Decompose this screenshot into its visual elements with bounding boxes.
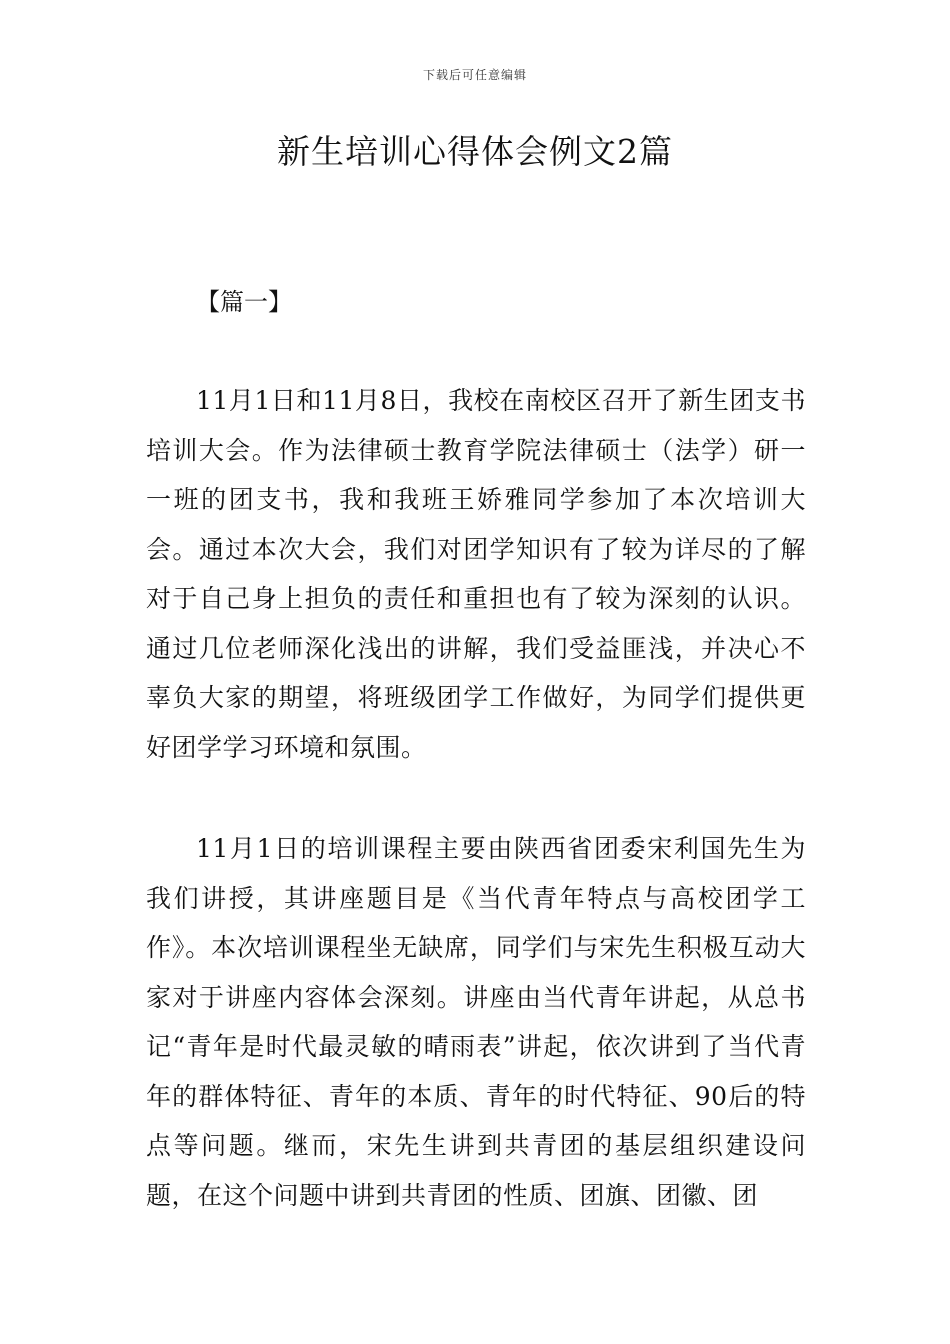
header-note: 下载后可任意编辑 — [422, 68, 527, 82]
section-heading: 【篇一】 — [196, 288, 292, 316]
body-paragraph-1: 11月1日和11月8日，我校在南校区召开了新生团支书培训大会。作为法律硕士教育学院法律硕士（法学）研一一班的团支书，我和我班王娇雅同学参加了本次培训大会。通过本次大会，我们对团学知识有了较为详尽的了解对于自己身上担负的责任和重担也有了较为深刻的认识。通过几位老师深化浅出的讲解，我们受益匪浅，并决心不辜负大家的期望，将班级团学工作做好，为同学们提供更好团学学习环境和氛围。 — [146, 386, 806, 762]
document-title: 新生培训心得体会例文2篇 — [277, 132, 673, 171]
body-paragraph-2: 11月1日的培训课程主要由陕西省团委宋利国先生为我们讲授，其讲座题目是《当代青年特点与高校团学工作》。本次培训课程坐无缺席，同学们与宋先生积极互动大家对于讲座内容体会深刻。讲座由当代青年讲起，从总书记“青年是时代最灵敏的晴雨表”讲起，依次讲到了当代青年的群体特征、青年的本质、青年的时代特征、90后的特点等问题。继而，宋先生讲到共青团的基层组织建设问题，在这个问题中讲到共青团的性质、团旗、团徽、团 — [146, 834, 806, 1210]
